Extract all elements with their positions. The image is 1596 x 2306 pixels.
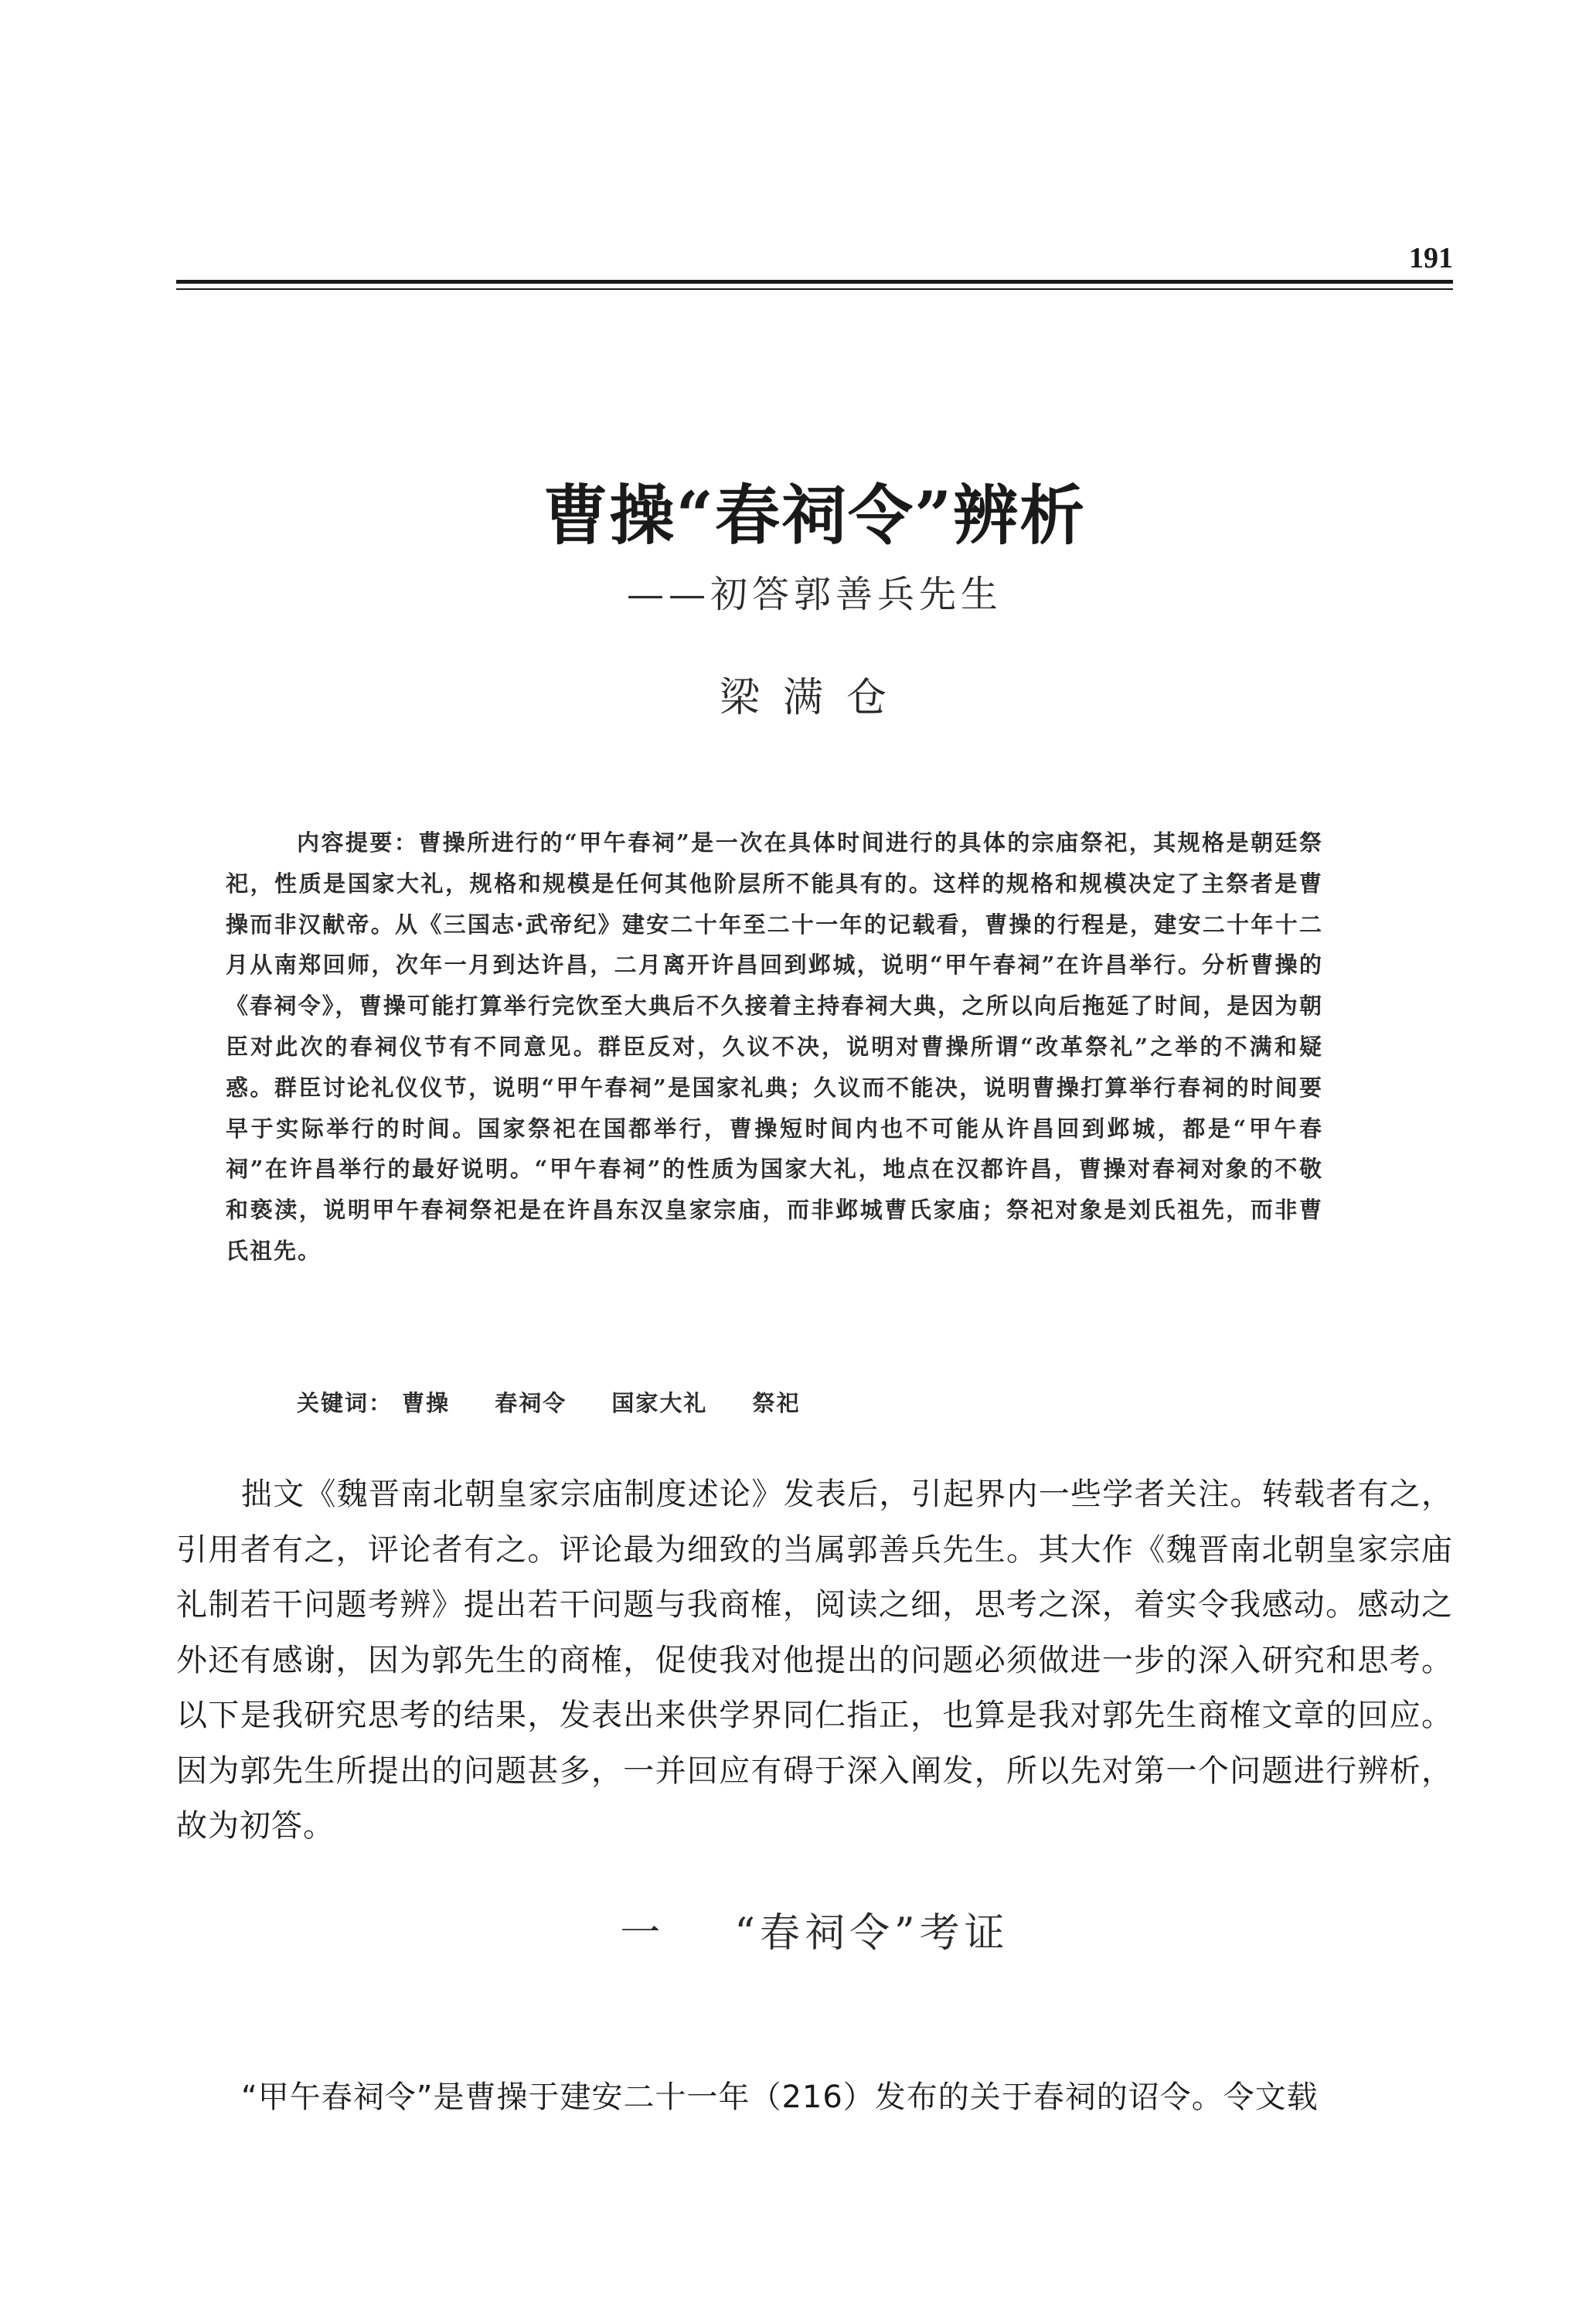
abstract-text: 曹操所进行的“甲午春祠”是一次在具体时间进行的具体的宗庙祭祀，其规格是朝廷祭祀，性质是国家大礼，规格和规模是任何其他阶层所不能具有的。这样的规格和规模决定了主祭者是曹操而非汉献帝。从《三国志·武帝纪》建安二十年至二十一年的记载看，曹操的行程是，建安二十年十二月从南郑回师，次年一月到达许昌，二月离开许昌回到邺城，说明“甲午春祠”在许昌举行。分析曹操的《春祠令》，曹操可能打算举行完饮至大典后不久接着主持春祠大典，之所以向后拖延了时间，是因为朝臣对此次的春祠仪节有不同意见。群臣反对，久议不决，说明对曹操所谓“改革祭礼”之举的不满和疑惑。群臣讨论礼仪仪节，说明“甲午春祠”是国家礼典；久议而不能决，说明曹操打算举行春祠的时间要早于实际举行的时间。国家祭祀在国都举行，曹操短时间内也不可能从许昌回到邺城，都是“甲午春祠”在许昌举行的最好说明。“甲午春祠”的性质为国家大礼，地点在汉都许昌，曹操对春祠对象的不敬和亵渎，说明甲午春祠祭祀是在许昌东汉皇家宗庙，而非邺城曹氏家庙；祭祀对象是刘氏祖先，而非曹氏祖先。 [226, 829, 1323, 1264]
keyword-item: 祭祀 [752, 1390, 801, 1416]
section-heading [176, 1900, 1453, 1958]
keywords-label: 关键词： [297, 1390, 393, 1416]
article-author: 梁满仓 [719, 675, 910, 721]
keywords [297, 1386, 1323, 1418]
header-rule-thick [176, 280, 1453, 284]
header-rule-thin [176, 288, 1453, 290]
article-subtitle: ——初答郭善兵先生 [626, 573, 1002, 616]
body-paragraph-1: 拙文《魏晋南北朝皇家宗庙制度述论》发表后，引起界内一些学者关注。转载者有之，引用者有之，评论者有之。评论最为细致的当属郭善兵先生。其大作《魏晋南北朝皇家宗庙礼制若干问题考辨》提出若干问题与我商榷，阅读之细，思考之深，着实令我感动。感动之外还有感谢，因为郭先生的商榷，促使我对他提出的问题必须做进一步的深入研究和思考。以下是我研究思考的结果，发表出来供学界同仁指正，也算是我对郭先生商榷文章的回应。因为郭先生所提出的问题甚多，一并回应有碍于深入阐发，所以先对第一个问题进行辨析，故为初答。 [176, 1477, 1453, 1844]
keyword-item: 国家大礼 [611, 1390, 708, 1416]
body-paragraph-2: “甲午春祠令”是曹操于建安二十一年（216）发布的关于春祠的诏令。令文载 [241, 2079, 1319, 2115]
abstract [226, 823, 1323, 1272]
page-number: 191 [1409, 242, 1453, 274]
keyword-item: 曹操 [402, 1390, 451, 1416]
section-number: 一 [620, 1910, 665, 1957]
article-title: 曹操“春祠令”辨析 [543, 477, 1087, 554]
keyword-item: 春祠令 [495, 1390, 567, 1416]
section-title: “春祠令”考证 [734, 1910, 1009, 1957]
abstract-label: 内容提要： [297, 829, 419, 856]
